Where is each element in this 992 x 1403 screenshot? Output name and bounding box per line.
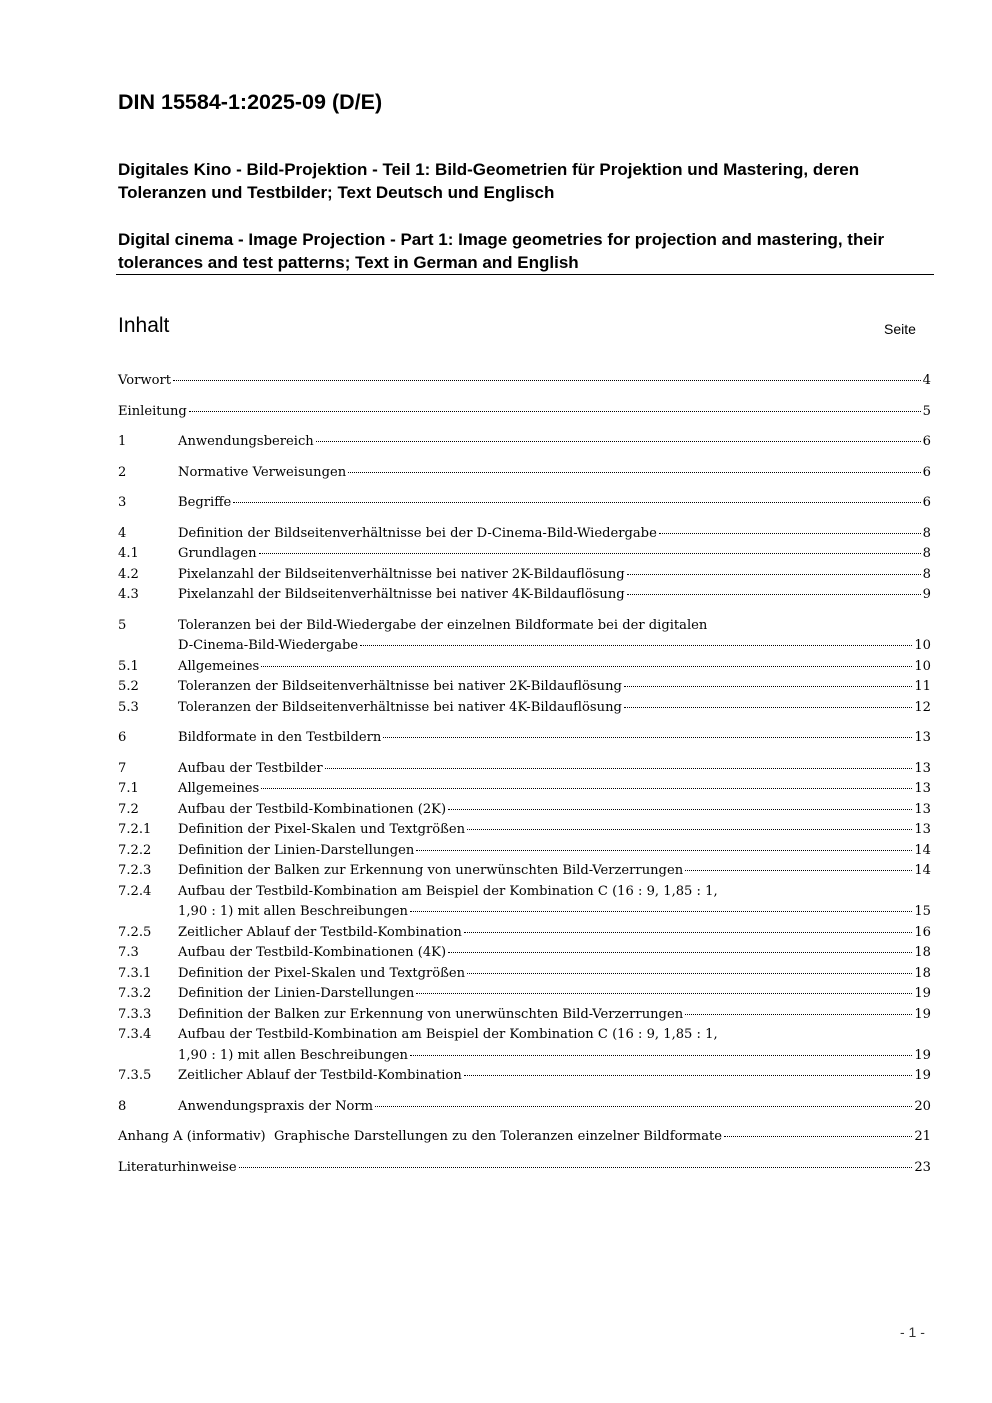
toc-entry-page: 23 [914, 1159, 931, 1175]
toc-entry-number: 7.2.4 [118, 883, 152, 899]
toc-entry-number: 8 [118, 1098, 127, 1114]
subtitle-german: Digitales Kino - Bild-Projektion - Teil 1: Bild-Geometrien für Projektion und Mastering, deren Toleranzen und Testbilder; Text Deutsch und Englisch [118, 160, 860, 202]
toc-entry-text: Zeitlicher Ablauf der Testbild-Kombination [178, 1068, 462, 1083]
toc-entry-number: 7.2 [118, 801, 139, 817]
leader-dots [261, 788, 912, 789]
toc-entry-7-2-2[interactable] [118, 841, 931, 862]
toc-entry-page: 19 [914, 1047, 931, 1063]
toc-entry-number: 7.2.5 [118, 924, 152, 940]
toc-entry-text: Definition der Pixel-Skalen und Textgrößen [178, 965, 466, 981]
page-number: - 1 - [900, 1324, 925, 1340]
toc-entry-anhang-a[interactable] [118, 1127, 931, 1148]
toc-entry-text: Literaturhinweise [118, 1159, 237, 1175]
leader-dots [360, 645, 912, 646]
toc-heading: Inhalt [118, 314, 170, 337]
toc-entry-page: 8 [922, 525, 931, 541]
leader-dots [659, 533, 921, 534]
toc-entry-3[interactable] [118, 493, 931, 514]
toc-entry-text: Toleranzen der Bildseitenverhältnisse bei nativer 4K-Bildauflösung [178, 699, 622, 715]
toc-entry-7-3-2[interactable] [118, 984, 931, 1005]
subtitle-english: Digital cinema - Image Projection - Part 1: Image geometries for projection and mastering, their tolerances and test patterns; Text in German and English [118, 230, 885, 272]
toc-entry-number: 7.2.3 [118, 863, 152, 878]
toc-entry-5[interactable] [118, 616, 931, 657]
table-of-contents [118, 371, 931, 1178]
document-title: DIN 15584-1:2025-09 (D/E) [118, 90, 383, 114]
leader-dots [259, 553, 921, 554]
toc-entry-text: Allgemeines [178, 658, 260, 674]
leader-dots [467, 829, 912, 830]
toc-entry-number: 7.1 [118, 781, 139, 796]
toc-entry-5-2[interactable] [118, 677, 931, 698]
toc-entry-number: 4.2 [118, 566, 139, 582]
leader-dots [416, 993, 912, 994]
leader-dots [685, 1014, 912, 1015]
leader-dots [624, 686, 912, 687]
toc-entry-text: Bildformate in den Testbildern [178, 730, 382, 745]
toc-entry-page: 16 [914, 924, 931, 940]
toc-entry-text: Aufbau der Testbild-Kombination am Beispiel der Kombination C (16 : 9, 1,85 : 1, [178, 1027, 718, 1042]
toc-entry-page: 19 [914, 1006, 931, 1022]
toc-entry-number: 4.1 [118, 546, 139, 561]
toc-entry-7-2-1[interactable] [118, 820, 931, 841]
toc-entry-text: Toleranzen bei der Bild-Wiedergabe der einzelnen Bildformate bei der digitalen [178, 617, 708, 633]
toc-entry-page: 8 [922, 566, 931, 582]
toc-entry-number: 7.3 [118, 945, 139, 960]
toc-entry-text: Aufbau der Testbilder [178, 760, 323, 776]
leader-dots [624, 707, 912, 708]
leader-dots [261, 666, 912, 667]
toc-entry-number: 5.2 [118, 679, 139, 694]
toc-entry-text-continued: 1,90 : 1) mit allen Beschreibungen [178, 904, 408, 919]
leader-dots [410, 1055, 912, 1056]
toc-entry-7[interactable] [118, 759, 931, 780]
toc-entry-number: 4 [118, 525, 127, 541]
toc-entry-text-continued: D-Cinema-Bild-Wiedergabe [178, 638, 359, 653]
toc-entry-page: 14 [914, 863, 931, 878]
toc-entry-4-1[interactable] [118, 544, 931, 565]
toc-entry-text: Aufbau der Testbild-Kombinationen (2K) [178, 801, 447, 817]
leader-dots [325, 768, 913, 769]
leader-dots [467, 973, 912, 974]
toc-entry-text: Pixelanzahl der Bildseitenverhältnisse bei nativer 2K-Bildauflösung [178, 566, 625, 582]
toc-entry-text: Anwendungsbereich [178, 434, 314, 449]
toc-entry-page: 18 [914, 965, 931, 981]
toc-entry-page: 6 [922, 464, 931, 480]
leader-dots [448, 952, 912, 953]
toc-entry-7-2-3[interactable] [118, 861, 931, 882]
toc-entry-page: 6 [922, 495, 931, 510]
toc-entry-page: 20 [914, 1098, 931, 1114]
toc-entry-7-3[interactable] [118, 943, 931, 964]
toc-entry-7-1[interactable] [118, 779, 931, 800]
leader-dots [464, 1075, 913, 1076]
toc-entry-text-continued: 1,90 : 1) mit allen Beschreibungen [178, 1047, 408, 1063]
leader-dots [173, 380, 921, 381]
toc-entry-number: 7.3.5 [118, 1068, 152, 1083]
toc-entry-literaturhinweise[interactable] [118, 1158, 931, 1179]
toc-entry-page: 12 [914, 699, 931, 715]
toc-entry-page: 4 [922, 373, 931, 388]
toc-entry-page: 11 [914, 679, 931, 694]
leader-dots [627, 574, 921, 575]
toc-page-column-label: Seite [884, 321, 916, 337]
toc-entry-page: 6 [922, 434, 931, 449]
toc-entry-number: 1 [118, 434, 127, 449]
leader-dots [189, 411, 921, 412]
leader-dots [410, 911, 912, 912]
toc-entry-page: 13 [914, 822, 931, 837]
leader-dots [239, 1167, 913, 1168]
toc-entry-text: Definition der Balken zur Erkennung von unerwünschten Bild-Verzerrungen [178, 863, 684, 878]
toc-entry-number: 7.3.2 [118, 986, 152, 1001]
toc-entry-page: 21 [914, 1129, 931, 1144]
toc-entry-5-3[interactable] [118, 698, 931, 719]
leader-dots [383, 737, 912, 738]
toc-entry-page: 19 [914, 986, 931, 1001]
leader-dots [448, 809, 912, 810]
toc-entry-text: Anhang A (informativ) Graphische Darstellungen zu den Toleranzen einzelner Bildformate [118, 1129, 723, 1144]
toc-entry-text: Definition der Bildseitenverhältnisse bei der D-Cinema-Bild-Wiedergabe [178, 525, 657, 541]
leader-dots [316, 441, 921, 442]
toc-entry-number: 4.3 [118, 587, 139, 602]
toc-entry-einleitung[interactable] [118, 402, 931, 423]
toc-entry-5-1[interactable] [118, 657, 931, 678]
leader-dots [627, 594, 921, 595]
toc-entry-page: 18 [914, 945, 931, 960]
toc-entry-page: 13 [914, 730, 931, 745]
toc-entry-page: 9 [922, 587, 931, 602]
toc-entry-text: Anwendungspraxis der Norm [178, 1098, 374, 1114]
toc-entry-8[interactable] [118, 1097, 931, 1118]
toc-entry-number: 5.3 [118, 699, 139, 715]
toc-entry-number: 5 [118, 617, 127, 633]
toc-entry-4-3[interactable] [118, 585, 931, 606]
toc-entry-number: 7.3.4 [118, 1027, 152, 1042]
toc-entry-7-3-3[interactable] [118, 1005, 931, 1026]
toc-entry-number: 7.2.1 [118, 822, 152, 837]
toc-entry-number: 2 [118, 464, 127, 480]
toc-entry-page: 14 [914, 842, 931, 858]
title-divider [116, 274, 934, 275]
toc-entry-text: Zeitlicher Ablauf der Testbild-Kombination [178, 924, 462, 940]
leader-dots [348, 472, 921, 473]
toc-entry-page: 10 [914, 658, 931, 674]
toc-entry-page: 19 [914, 1068, 931, 1083]
toc-entry-text: Toleranzen der Bildseitenverhältnisse bei nativer 2K-Bildauflösung [178, 679, 622, 694]
toc-entry-text: Definition der Balken zur Erkennung von unerwünschten Bild-Verzerrungen [178, 1006, 684, 1022]
toc-entry-number: 5.1 [118, 658, 139, 674]
toc-entry-page: 15 [914, 904, 931, 919]
toc-entry-text: Aufbau der Testbild-Kombinationen (4K) [178, 945, 447, 960]
toc-entry-text: Grundlagen [178, 546, 257, 561]
toc-entry-page: 13 [914, 781, 931, 796]
toc-entry-7-3-1[interactable] [118, 964, 931, 985]
toc-entry-number: 7.2.2 [118, 842, 152, 858]
toc-entry-page: 8 [922, 546, 931, 561]
toc-entry-vorwort[interactable] [118, 371, 931, 392]
toc-entry-page: 10 [914, 638, 931, 653]
toc-entry-page: 13 [914, 760, 931, 776]
toc-entry-number: 7.3.3 [118, 1006, 152, 1022]
toc-entry-7-3-5[interactable] [118, 1066, 931, 1087]
toc-entry-7-3-4[interactable] [118, 1025, 931, 1066]
toc-entry-text: Einleitung [118, 403, 187, 419]
toc-entry-number: 6 [118, 730, 127, 745]
toc-entry-number: 7.3.1 [118, 965, 152, 981]
toc-entry-text: Definition der Linien-Darstellungen [178, 842, 415, 858]
toc-entry-2[interactable] [118, 463, 931, 484]
toc-entry-text: Definition der Pixel-Skalen und Textgrößen [178, 822, 466, 837]
leader-dots [375, 1106, 912, 1107]
toc-entry-page: 13 [914, 801, 931, 817]
leader-dots [685, 870, 912, 871]
toc-entry-7-2-5[interactable] [118, 923, 931, 944]
toc-entry-7-2-4[interactable] [118, 882, 931, 923]
leader-dots [724, 1136, 912, 1137]
toc-entry-4-2[interactable] [118, 565, 931, 586]
toc-entry-text: Definition der Linien-Darstellungen [178, 986, 415, 1001]
toc-entry-text: Normative Verweisungen [178, 464, 347, 480]
leader-dots [464, 932, 913, 933]
toc-entry-text: Pixelanzahl der Bildseitenverhältnisse bei nativer 4K-Bildauflösung [178, 587, 625, 602]
toc-entry-text: Vorwort [118, 373, 172, 388]
leader-dots [416, 850, 912, 851]
toc-entry-text: Allgemeines [178, 781, 260, 796]
toc-entry-4[interactable] [118, 524, 931, 545]
toc-entry-text: Begriffe [178, 495, 232, 510]
toc-entry-number: 3 [118, 495, 127, 510]
toc-entry-number: 7 [118, 760, 127, 776]
toc-entry-text: Aufbau der Testbild-Kombination am Beispiel der Kombination C (16 : 9, 1,85 : 1, [178, 883, 718, 899]
leader-dots [233, 502, 920, 503]
toc-entry-7-2[interactable] [118, 800, 931, 821]
toc-entry-6[interactable] [118, 728, 931, 749]
toc-entry-1[interactable] [118, 432, 931, 453]
toc-entry-page: 5 [922, 403, 931, 419]
